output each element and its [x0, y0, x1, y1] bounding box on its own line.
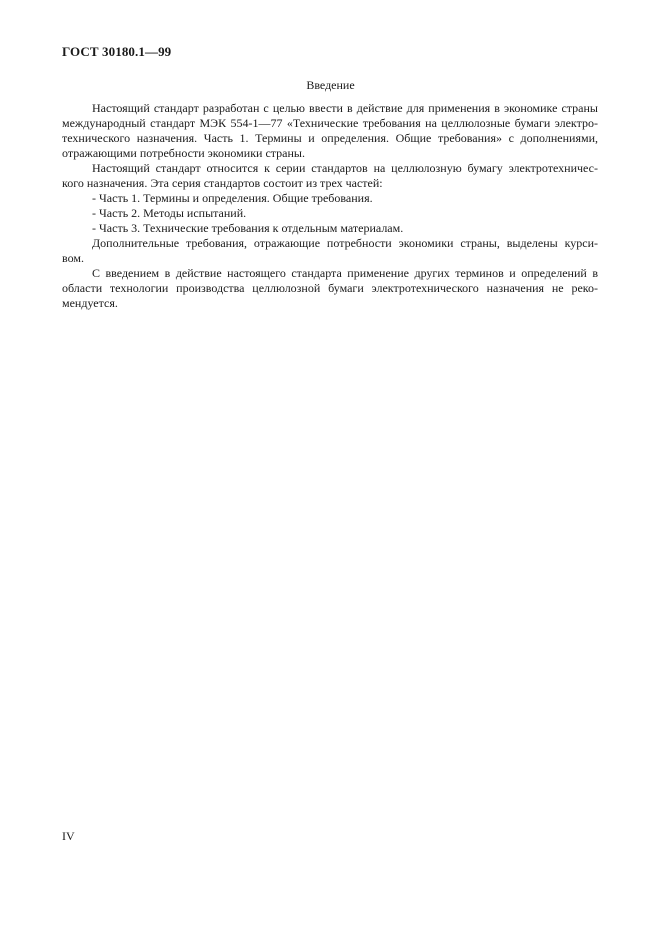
text-line: области технологии производства целлюлозной бумаги электротехнического назначения не реко- — [62, 281, 598, 295]
text-line: кого назначения. Эта серия стандартов состоит из трех частей: — [62, 176, 383, 190]
text-line: Дополнительные требования, отражающие потребности экономики страны, выделены курси- — [92, 236, 598, 250]
list-item: - Часть 3. Технические требования к отдельным материалам. — [92, 221, 404, 235]
page-number: IV — [62, 829, 75, 843]
text-line: отражающими потребности экономики страны. — [62, 146, 305, 160]
document-code: ГОСТ 30180.1—99 — [62, 44, 172, 59]
text-line: технического назначения. Часть 1. Термины и определения. Общие требования» с дополнениями, — [62, 131, 598, 145]
text-line: международный стандарт МЭК 554-1—77 «Технические требования на целлюлозные бумаги электро- — [62, 116, 598, 130]
list-item: - Часть 2. Методы испытаний. — [92, 206, 247, 220]
text-line: Настоящий стандарт разработан с целью ввести в действие для применения в экономике страны — [92, 101, 598, 115]
text-line: С введением в действие настоящего стандарта применение других терминов и определений в — [92, 266, 598, 280]
list-item: - Часть 1. Термины и определения. Общие требования. — [92, 191, 373, 205]
text-line: мендуется. — [62, 296, 118, 310]
section-title: Введение — [306, 78, 355, 92]
text-line: Настоящий стандарт относится к серии стандартов на целлюлозную бумагу электротехничес- — [92, 161, 598, 175]
text-line: вом. — [62, 251, 84, 265]
